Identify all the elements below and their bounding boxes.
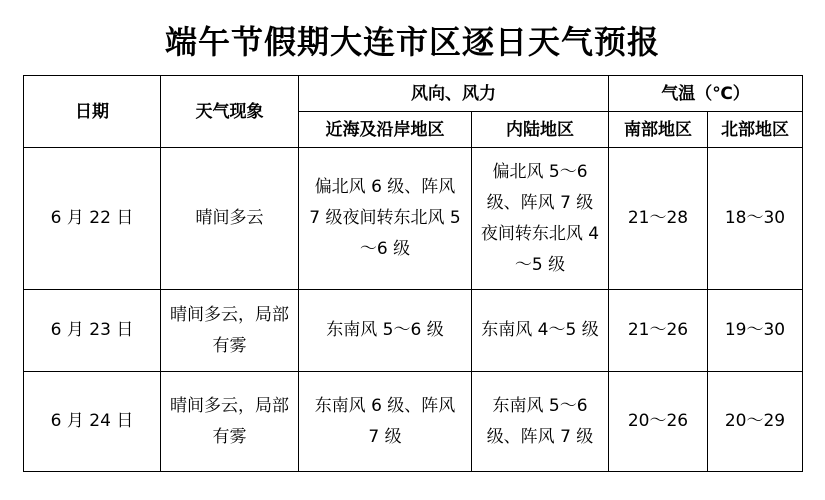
header-north: 北部地区 bbox=[708, 112, 803, 148]
cell-coastal-wind: 东南风 5～6 级 bbox=[299, 290, 472, 372]
header-weather: 天气现象 bbox=[161, 76, 299, 148]
forecast-table bbox=[23, 75, 803, 472]
cell-weather: 晴间多云，局部有雾 bbox=[161, 290, 299, 372]
table-header-row bbox=[24, 76, 803, 112]
cell-north-temp: 18～30 bbox=[708, 148, 803, 290]
header-south: 南部地区 bbox=[609, 112, 708, 148]
cell-north-temp: 19～30 bbox=[708, 290, 803, 372]
cell-north-temp: 20～29 bbox=[708, 372, 803, 472]
cell-coastal-wind: 偏北风 6 级、阵风 7 级夜间转东北风 5～6 级 bbox=[299, 148, 472, 290]
header-date: 日期 bbox=[24, 76, 161, 148]
cell-weather: 晴间多云，局部有雾 bbox=[161, 372, 299, 472]
header-inland: 内陆地区 bbox=[472, 112, 609, 148]
header-wind-group: 风向、风力 bbox=[299, 76, 609, 112]
table-row bbox=[24, 148, 803, 290]
cell-coastal-wind: 东南风 6 级、阵风 7 级 bbox=[299, 372, 472, 472]
cell-south-temp: 21～26 bbox=[609, 290, 708, 372]
cell-inland-wind: 东南风 4～5 级 bbox=[472, 290, 609, 372]
table-row bbox=[24, 372, 803, 472]
page-title: 端午节假期大连市区逐日天气预报 bbox=[164, 23, 660, 61]
cell-date: 6 月 23 日 bbox=[24, 290, 161, 372]
header-coastal: 近海及沿岸地区 bbox=[299, 112, 472, 148]
cell-inland-wind: 偏北风 5～6 级、阵风 7 级夜间转东北风 4～5 级 bbox=[472, 148, 609, 290]
cell-weather: 晴间多云 bbox=[161, 148, 299, 290]
header-temp-group: 气温（℃） bbox=[609, 76, 803, 112]
cell-south-temp: 21～28 bbox=[609, 148, 708, 290]
cell-date: 6 月 24 日 bbox=[24, 372, 161, 472]
cell-date: 6 月 22 日 bbox=[24, 148, 161, 290]
cell-south-temp: 20～26 bbox=[609, 372, 708, 472]
table-row bbox=[24, 290, 803, 372]
cell-inland-wind: 东南风 5～6 级、阵风 7 级 bbox=[472, 372, 609, 472]
